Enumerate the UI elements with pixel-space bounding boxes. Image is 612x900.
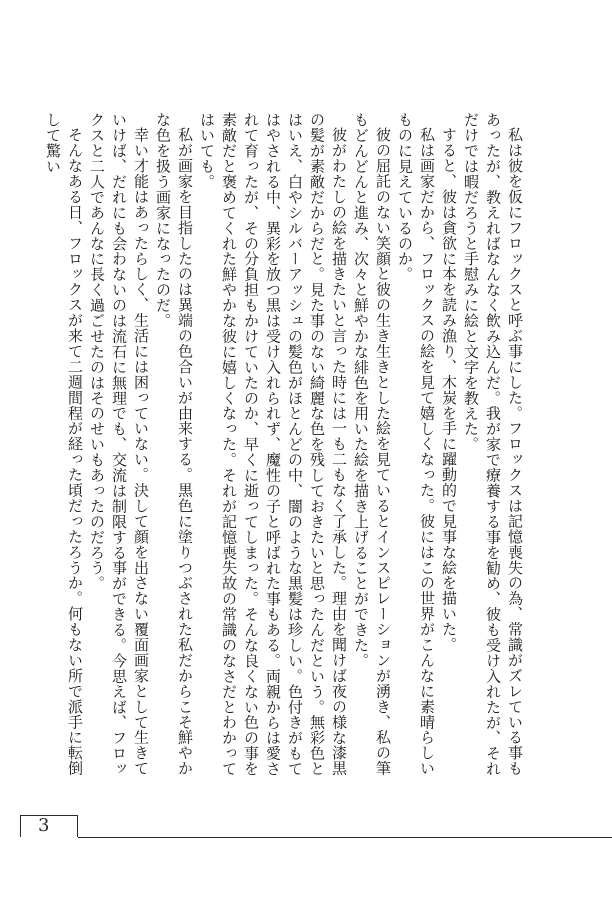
footer-rule xyxy=(78,837,612,838)
paragraph: すると、彼は貪欲に本を読み漁り、木炭を手に躍動的で見事な絵を描いた。 xyxy=(440,127,458,653)
paragraph: 彼がわたしの絵を描きたいと言った時には一も二もなく了承した。理由を聞けば夜の様な漆黒の髪が素敵だからだと。見た事のない綺麗な色を残しておきたいと思ったんだという。無彩色とはいえ、白やシルバーアッシュの髪色がほとんどの中、闇のような黒髪は珍しい。色付きがもてはやされる中、異彩を放つ黒は受け入れられず、魔性の子と呼ばれた事もある。両親からは愛されて育ったが、その分負担もかけていたのか、早くに逝ってしまった。そんな良くない色の事を素敵だと褒めてくれた鮮やかな彼に嬉しくなった。それが記憶喪失故の常識のなさだとわかってはいても。 xyxy=(198,112,348,777)
vertical-body-text xyxy=(44,112,526,787)
paragraph: 幸い才能はあったらしく、生活には困っていない。決して顔を出さない覆面画家として生きていけば、だれにも会わないのは流石に無理でも、交流は制限する事ができる。今思えば、フロックスと二人であんなに長く過ごせたのはそのせいもあったのだろう。 xyxy=(88,112,150,777)
paragraph: 私が画家を目指したのは異端の色合いが由来する。黒色に塗りつぶされた私だからこそ鮮やかな色を扱う画家になったのだ。 xyxy=(154,112,194,776)
page-number: 3 xyxy=(38,815,50,836)
paragraph: 彼の屈託のない笑顔と彼の生き生きとした絵を見ているとインスピレーションが湧き、私の筆もどんどんと進み、次々と鮮やかな緋色を用いた絵を描き上げることができた。 xyxy=(352,112,392,776)
paragraph: 私は画家だから、フロックスの絵を見て嬉しくなった。彼にはこの世界がこんなに素晴らしいものに見えているのか。 xyxy=(396,112,436,776)
paragraph: そんなある日、フロックスが来て二週間程が経った頃だったろうか。何もない所で派手に転倒して驚い xyxy=(44,112,84,776)
paragraph: 私は彼を仮にフロックスと呼ぶ事にした。フロックスは記憶喪失の為、常識がズレている事もあったが、教えればなんなく飲み込んだ。我が家で療養する事を勧め、彼も受け入れたが、それだけでは暇だろうと手慰みに絵と文字を教えた。 xyxy=(462,112,524,777)
